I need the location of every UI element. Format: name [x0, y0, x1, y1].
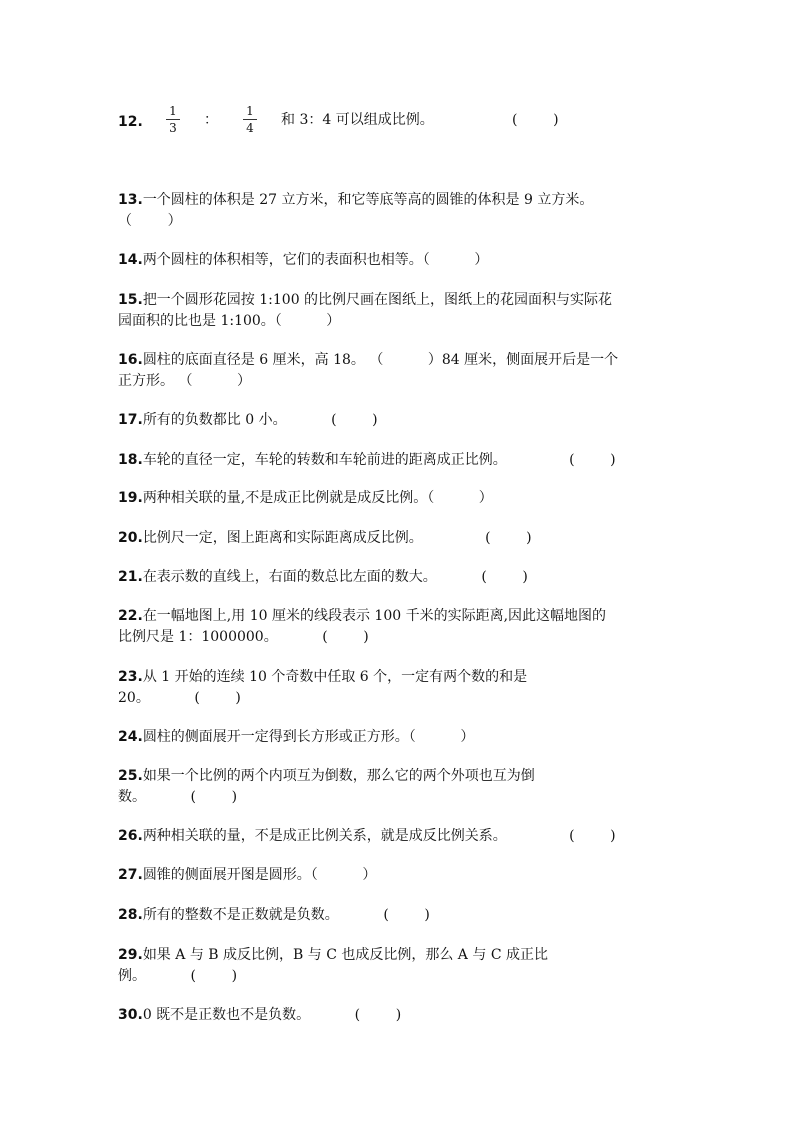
question-text: 两种相关联的量,不是成正比例就是成反比例。（ ）: [142, 490, 493, 506]
question-text-continued: 20。 ( ): [118, 690, 241, 706]
question-number: 13.: [118, 192, 143, 208]
question-29: [118, 945, 678, 987]
question-text: 如果 A 与 B 成反比例，B 与 C 也成反比例，那么 A 与 C 成正比: [142, 947, 548, 963]
question-number: 14.: [118, 252, 143, 268]
answer-blank[interactable]: ( ): [512, 112, 559, 128]
question-21: [118, 567, 678, 588]
question-text: 车轮的直径一定，车轮的转数和车轮前进的距离成正比例。 ( ): [142, 452, 616, 468]
question-22: [118, 606, 678, 648]
question-number: 12.: [118, 114, 143, 130]
question-text-continued: 例。 ( ): [118, 968, 238, 984]
question-text-continued: 正方形。 （ ）: [118, 373, 251, 389]
question-19: [118, 488, 678, 509]
question-20: [118, 528, 678, 549]
question-25: [118, 766, 678, 808]
question-26: [118, 826, 678, 847]
question-text: 和 3：4 可以组成比例。: [281, 112, 434, 128]
fraction-one-third: [166, 104, 180, 135]
question-text: 两个圆柱的体积相等，它们的表面积也相等。（ ）: [142, 252, 489, 268]
question-text: 如果一个比例的两个内项互为倒数，那么它的两个外项也互为倒: [142, 768, 535, 784]
question-number: 29.: [118, 947, 143, 963]
question-text-continued: 比例尺是 1：1000000。 ( ): [118, 629, 369, 645]
question-text: 把一个圆形花园按 1:100 的比例尺画在图纸上，图纸上的花园面积与实际花: [142, 292, 613, 308]
question-number: 25.: [118, 768, 143, 784]
fraction-denominator: 3: [169, 121, 177, 135]
question-text: 0 既不是正数也不是负数。 ( ): [142, 1007, 402, 1023]
question-text: 从 1 开始的连续 10 个奇数中任取 6 个，一定有两个数的和是: [142, 669, 528, 685]
question-text: 圆锥的侧面展开图是圆形。（ ）: [142, 867, 377, 883]
question-text-continued: 数。 ( ): [118, 789, 238, 805]
question-number: 27.: [118, 867, 143, 883]
question-24: [118, 727, 678, 748]
question-number: 30.: [118, 1007, 143, 1023]
question-text: 所有的负数都比 0 小。 ( ): [142, 412, 378, 428]
question-16: [118, 350, 678, 392]
question-18: [118, 450, 678, 471]
answer-blank[interactable]: （ ）: [118, 213, 182, 229]
question-text: 圆柱的侧面展开一定得到长方形或正方形。（ ）: [142, 729, 475, 745]
question-text: 所有的整数不是正数就是负数。 ( ): [142, 907, 430, 923]
fraction-one-fourth: [243, 104, 257, 135]
question-17: [118, 410, 678, 431]
fraction-denominator: 4: [246, 121, 254, 135]
question-text: 在一幅地图上,用 10 厘米的线段表示 100 千米的实际距离,因此这幅地图的: [142, 608, 607, 624]
question-number: 24.: [118, 729, 143, 745]
question-14: [118, 250, 678, 271]
question-number: 17.: [118, 412, 143, 428]
question-15: [118, 290, 678, 332]
question-text: 比例尺一定，图上距离和实际距离成反比例。 ( ): [142, 530, 532, 546]
question-number: 19.: [118, 490, 143, 506]
question-text: 圆柱的底面直径是 6 厘米，高 18。 （ ）84 厘米，侧面展开后是一个: [142, 352, 619, 368]
question-number: 15.: [118, 292, 143, 308]
question-number: 16.: [118, 352, 143, 368]
fraction-numerator: 1: [243, 104, 257, 120]
fraction-numerator: 1: [166, 104, 180, 120]
question-text: 一个圆柱的体积是 27 立方米，和它等底等高的圆锥的体积是 9 立方米。: [142, 192, 594, 208]
question-13: [118, 190, 678, 232]
question-text-continued: 园面积的比也是 1:100。（ ）: [118, 313, 341, 329]
question-30: [118, 1005, 678, 1026]
question-number: 22.: [118, 608, 143, 624]
question-number: 21.: [118, 569, 143, 585]
question-number: 20.: [118, 530, 143, 546]
question-number: 26.: [118, 828, 143, 844]
question-23: [118, 667, 678, 709]
ratio-colon: ：: [204, 112, 218, 128]
question-number: 28.: [118, 907, 143, 923]
question-text: 在表示数的直线上，右面的数总比左面的数大。 ( ): [142, 569, 528, 585]
question-28: [118, 905, 678, 926]
question-number: 23.: [118, 669, 143, 685]
question-text: 两种相关联的量，不是成正比例关系，就是成反比例关系。 ( ): [142, 828, 616, 844]
question-27: [118, 865, 678, 886]
question-number: 18.: [118, 452, 143, 468]
